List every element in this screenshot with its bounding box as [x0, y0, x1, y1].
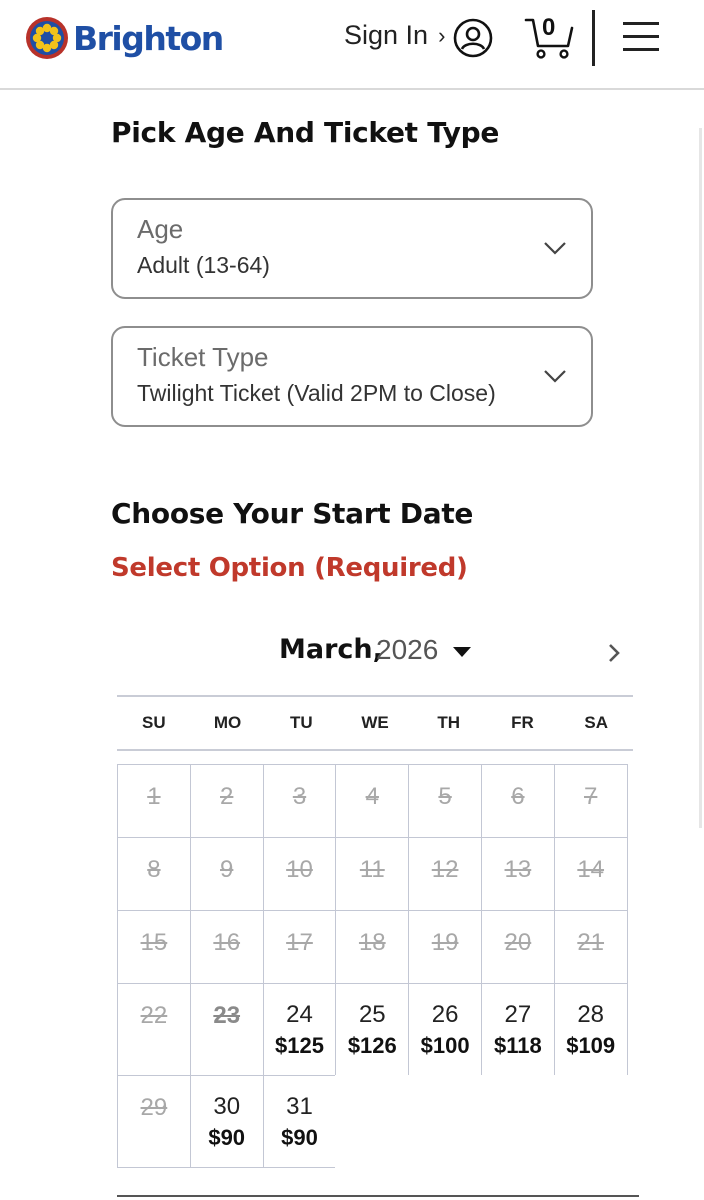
- calendar-day-disabled: [190, 983, 264, 1076]
- calendar-day-number: 27: [504, 1001, 532, 1028]
- calendar-day-price: $90: [281, 1125, 318, 1150]
- ticket-section-title: Pick Age And Ticket Type: [111, 116, 500, 149]
- calendar-day-disabled: [481, 764, 555, 838]
- calendar-day-number: 10: [286, 856, 313, 883]
- calendar-day-number: 26: [431, 1001, 459, 1028]
- weekday-label: MO: [213, 713, 242, 732]
- calendar-day-available[interactable]: [190, 1075, 264, 1168]
- calendar-day-price: $90: [208, 1125, 246, 1150]
- calendar-day-available[interactable]: [263, 1075, 337, 1168]
- calendar-day-number: 9: [220, 856, 234, 883]
- chevron-right-icon: ›: [438, 22, 446, 48]
- calendar-day-number: 29: [140, 1094, 168, 1121]
- hamburger-menu-icon[interactable]: [623, 22, 659, 52]
- calendar-day-disabled: [263, 837, 337, 911]
- calendar-week-row: [117, 983, 634, 1075]
- calendar-day-number: 6: [511, 783, 525, 810]
- chevron-down-icon: [543, 240, 567, 256]
- calendar-day-number: 11: [359, 856, 385, 883]
- calendar-day-available[interactable]: [481, 983, 555, 1076]
- sign-in-label: Sign In: [344, 20, 429, 50]
- calendar-day-available[interactable]: [263, 983, 337, 1076]
- calendar-day-number: 8: [147, 856, 161, 883]
- scrollbar[interactable]: [699, 128, 702, 828]
- calendar-day-disabled: [481, 837, 555, 911]
- calendar-day-number: 23: [213, 1002, 241, 1029]
- calendar-day-disabled: [554, 910, 628, 984]
- calendar-day-disabled: [117, 983, 191, 1076]
- user-circle-icon[interactable]: [453, 18, 493, 58]
- header-divider: [592, 10, 595, 66]
- calendar-day-number: 4: [365, 783, 379, 810]
- caret-down-icon[interactable]: [452, 646, 472, 658]
- calendar-week-row: [117, 1075, 634, 1167]
- calendar-day-number: 30: [213, 1093, 241, 1120]
- cart-count-badge: 0: [542, 14, 556, 41]
- calendar-day-available[interactable]: [335, 983, 409, 1076]
- calendar-month-nav: [117, 632, 632, 672]
- weekday-label: TU: [289, 713, 313, 732]
- calendar-day-number: 31: [286, 1093, 313, 1120]
- calendar-day-price: $125: [275, 1033, 324, 1058]
- calendar-day-disabled: [481, 910, 555, 984]
- calendar-day-number: 20: [504, 929, 532, 956]
- calendar-day-disabled: [408, 910, 482, 984]
- calendar-day-disabled: [263, 910, 337, 984]
- calendar-day-number: 18: [358, 929, 386, 956]
- weekday-label: TH: [437, 713, 461, 732]
- calendar-day-disabled: [117, 1075, 191, 1168]
- ticket-type-select-value: Twilight Ticket (Valid 2PM to Close): [137, 380, 496, 406]
- calendar-day-price: $100: [420, 1033, 470, 1058]
- calendar-day-price: $118: [494, 1033, 542, 1058]
- calendar-day-disabled: [190, 910, 264, 984]
- calendar-weekday-header: [117, 695, 633, 751]
- calendar-day-disabled: [117, 837, 191, 911]
- calendar-day-number: 24: [286, 1001, 313, 1028]
- calendar-day-disabled: [117, 764, 191, 838]
- calendar-empty-cell: [554, 1075, 628, 1168]
- calendar-week-row: [117, 764, 634, 837]
- calendar-day-disabled: [117, 910, 191, 984]
- calendar-day-available[interactable]: [554, 983, 628, 1076]
- calendar-day-number: 14: [577, 856, 605, 883]
- calendar-day-number: 5: [438, 783, 452, 810]
- calendar-empty-cell: [335, 1075, 409, 1168]
- calendar-day-number: 19: [431, 929, 459, 956]
- calendar-day-number: 21: [577, 929, 605, 956]
- calendar-day-price: $109: [566, 1033, 616, 1058]
- logo-flower-icon: [25, 16, 69, 60]
- calendar-day-disabled: [335, 837, 409, 911]
- calendar-empty-cell: [408, 1075, 482, 1168]
- section-divider: [117, 1195, 639, 1197]
- brighton-logo[interactable]: [25, 16, 223, 60]
- chevron-down-icon: [543, 368, 567, 384]
- calendar-day-price: $126: [347, 1033, 397, 1058]
- calendar-day-number: 16: [213, 929, 241, 956]
- calendar-day-number: 12: [431, 856, 459, 883]
- date-section-title: Choose Your Start Date: [111, 497, 474, 530]
- calendar-day-disabled: [190, 837, 264, 911]
- calendar-day-number: 3: [292, 783, 307, 810]
- weekday-label: WE: [361, 713, 389, 732]
- age-select[interactable]: [111, 198, 593, 299]
- logo-text: Brighton: [73, 18, 223, 58]
- calendar-day-disabled: [408, 837, 482, 911]
- calendar-day-disabled: [190, 764, 264, 838]
- ticket-type-select-label: Ticket Type: [137, 342, 269, 372]
- calendar-grid: [117, 764, 634, 1167]
- calendar-day-number: 17: [286, 929, 313, 956]
- calendar-week-row: [117, 910, 634, 983]
- weekday-label: FR: [511, 713, 534, 732]
- weekday-label: SU: [142, 713, 166, 732]
- calendar-day-disabled: [554, 837, 628, 911]
- calendar-day-number: 22: [140, 1002, 168, 1029]
- calendar-day-number: 2: [220, 783, 234, 810]
- age-select-value: Adult (13-64): [137, 252, 270, 278]
- calendar-month[interactable]: March,: [279, 634, 383, 665]
- calendar-day-number: 13: [504, 856, 532, 883]
- calendar-year[interactable]: 2026: [376, 634, 439, 665]
- calendar-day-disabled: [263, 764, 337, 838]
- calendar-day-available[interactable]: [408, 983, 482, 1076]
- calendar-day-number: 28: [577, 1001, 605, 1028]
- chevron-right-icon[interactable]: [607, 642, 621, 664]
- calendar-day-number: 7: [584, 783, 598, 810]
- top-header: [0, 0, 704, 90]
- calendar-day-number: 15: [140, 929, 168, 956]
- calendar-day-disabled: [554, 764, 628, 838]
- sign-in-link[interactable]: [344, 20, 445, 51]
- calendar-day-number: 1: [147, 783, 161, 810]
- calendar-week-row: [117, 837, 634, 910]
- weekday-label: SA: [584, 713, 608, 732]
- calendar-day-number: 25: [358, 1001, 386, 1028]
- calendar-empty-cell: [481, 1075, 555, 1168]
- calendar-day-disabled: [335, 764, 409, 838]
- required-message: Select Option (Required): [111, 553, 468, 583]
- age-select-label: Age: [137, 214, 184, 244]
- ticket-type-select[interactable]: [111, 326, 593, 427]
- calendar-day-disabled: [335, 910, 409, 984]
- calendar-day-disabled: [408, 764, 482, 838]
